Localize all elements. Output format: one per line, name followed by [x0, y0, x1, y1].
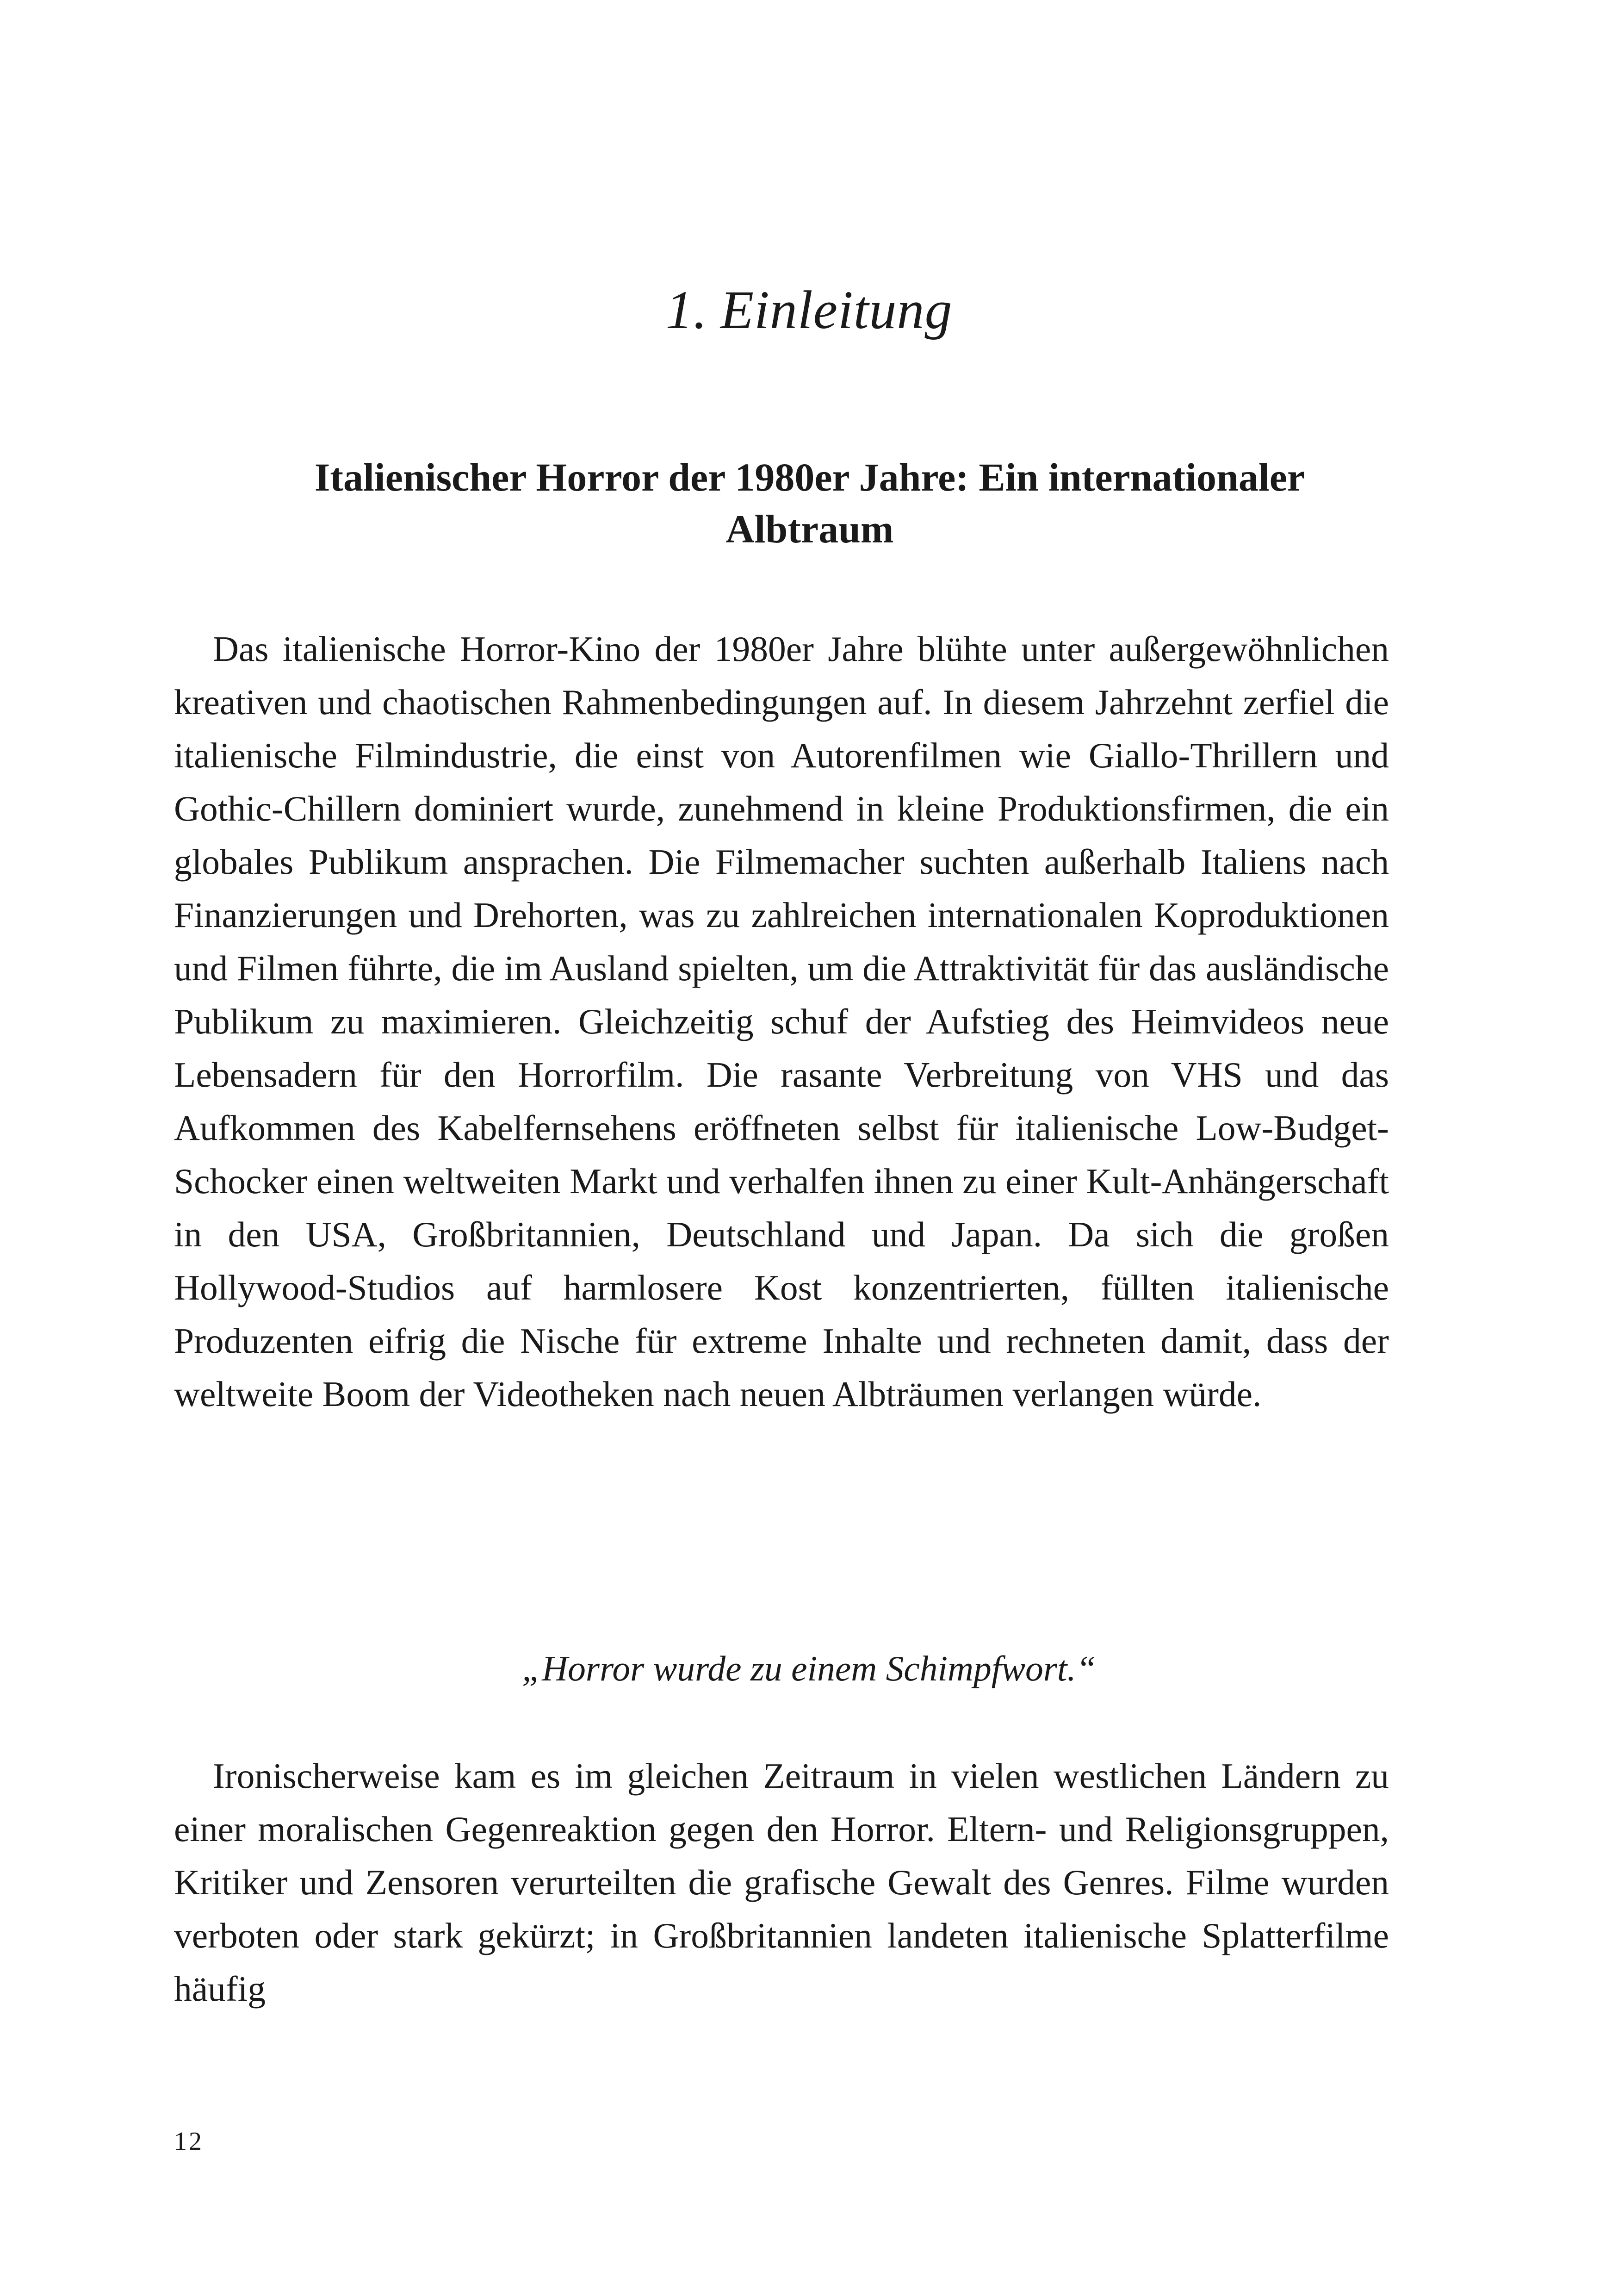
page-number: 12 [174, 2127, 204, 2156]
pull-quote: „Horror wurde zu einem Schimpfwort.“ [522, 1649, 1096, 1688]
chapter-title-text: Einleitung [720, 280, 953, 340]
section-title: Italienischer Horror der 1980er Jahre: Ein internationaler Albtraum [314, 455, 1305, 551]
body-paragraph-2: Ironischerweise kam es im gleichen Zeitraum in vielen westlichen Ländern zu einer moralischen Gegenreaktion gegen den Horror. Eltern- und Religionsgruppen, Kritiker und Zensoren verurteilten die grafische Gewalt des Genres. Filme wurden verboten oder stark gekürzt; in Großbritannien landeten italienische Splatterfilme häufig [174, 1756, 1389, 2009]
chapter-number: 1. [665, 280, 707, 340]
body-paragraph-1: Das italienische Horror-Kino der 1980er Jahre blühte unter außergewöhnlichen kreativen und chaotischen Rahmenbedingungen auf. In diesem Jahrzehnt zerfiel die italienische Filmindustrie, die einst von Autorenfilmen wie Giallo-Thrillern und Gothic-Chillern dominiert wurde, zunehmend in kleine Produktionsfirmen, die ein globales Publikum ansprachen. Die Filmemacher suchten außerhalb Italiens nach Finanzierungen und Drehorten, was zu zahlreichen internationalen Koproduktionen und Filmen führte, die im Ausland spielten, um die Attraktivität für das ausländische Publikum zu maximieren. Gleichzeitig schuf der Aufstieg des Heimvideos neue Lebensadern für den Horrorfilm. Die rasante Verbreitung von VHS und das Aufkommen des Kabelfernsehens eröffneten selbst für italienische Low-Budget-Schocker einen weltweiten Markt und verhalfen ihnen zu einer Kult-Anhängerschaft in den USA, Großbritannien, Deutschland und Japan. Da sich die großen Hollywood-Studios auf harmlosere Kost konzentrierten, füllten italienische Produzenten eifrig die Nische für extreme Inhalte und rechneten damit, dass der weltweite Boom der Videotheken nach neuen Albträumen verlangen würde. [174, 629, 1389, 1414]
chapter-title [0, 278, 1618, 342]
